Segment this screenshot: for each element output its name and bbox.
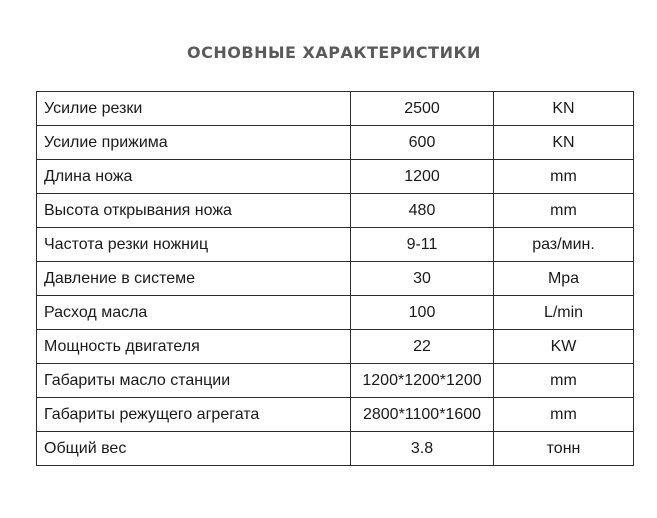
- table-row: [37, 126, 634, 160]
- param-unit: mm: [494, 160, 634, 194]
- table-row: [37, 296, 634, 330]
- param-value: 2500: [351, 92, 494, 126]
- param-unit: mm: [494, 364, 634, 398]
- param-unit: Mpa: [494, 262, 634, 296]
- param-name: Высота открывания ножа: [37, 194, 351, 228]
- param-name: Мощность двигателя: [37, 330, 351, 364]
- table-row: [37, 194, 634, 228]
- param-name: Усилие прижима: [37, 126, 351, 160]
- param-unit: тонн: [494, 432, 634, 466]
- param-value: 480: [351, 194, 494, 228]
- param-name: Габариты масло станции: [37, 364, 351, 398]
- param-name: Длина ножа: [37, 160, 351, 194]
- param-value: 600: [351, 126, 494, 160]
- param-value: 1200*1200*1200: [351, 364, 494, 398]
- param-name: Расход масла: [37, 296, 351, 330]
- param-unit: mm: [494, 194, 634, 228]
- table-row: [37, 398, 634, 432]
- param-unit: KN: [494, 92, 634, 126]
- page-title: ОСНОВНЫЕ ХАРАКТЕРИСТИКИ: [187, 43, 481, 62]
- param-unit: раз/мин.: [494, 228, 634, 262]
- param-unit: mm: [494, 398, 634, 432]
- specs-table: [36, 91, 634, 466]
- param-name: Давление в системе: [37, 262, 351, 296]
- table-row: [37, 432, 634, 466]
- table-row: [37, 228, 634, 262]
- param-value: 22: [351, 330, 494, 364]
- param-value: 2800*1100*1600: [351, 398, 494, 432]
- param-name: Частота резки ножниц: [37, 228, 351, 262]
- table-row: [37, 92, 634, 126]
- table-row: [37, 364, 634, 398]
- param-value: 3.8: [351, 432, 494, 466]
- param-unit: KW: [494, 330, 634, 364]
- table-row: [37, 262, 634, 296]
- param-value: 9-11: [351, 228, 494, 262]
- param-name: Габариты режущего агрегата: [37, 398, 351, 432]
- param-value: 30: [351, 262, 494, 296]
- table-row: [37, 330, 634, 364]
- table-row: [37, 160, 634, 194]
- param-name: Общий вес: [37, 432, 351, 466]
- param-name: Усилие резки: [37, 92, 351, 126]
- param-value: 1200: [351, 160, 494, 194]
- param-unit: KN: [494, 126, 634, 160]
- param-unit: L/min: [494, 296, 634, 330]
- param-value: 100: [351, 296, 494, 330]
